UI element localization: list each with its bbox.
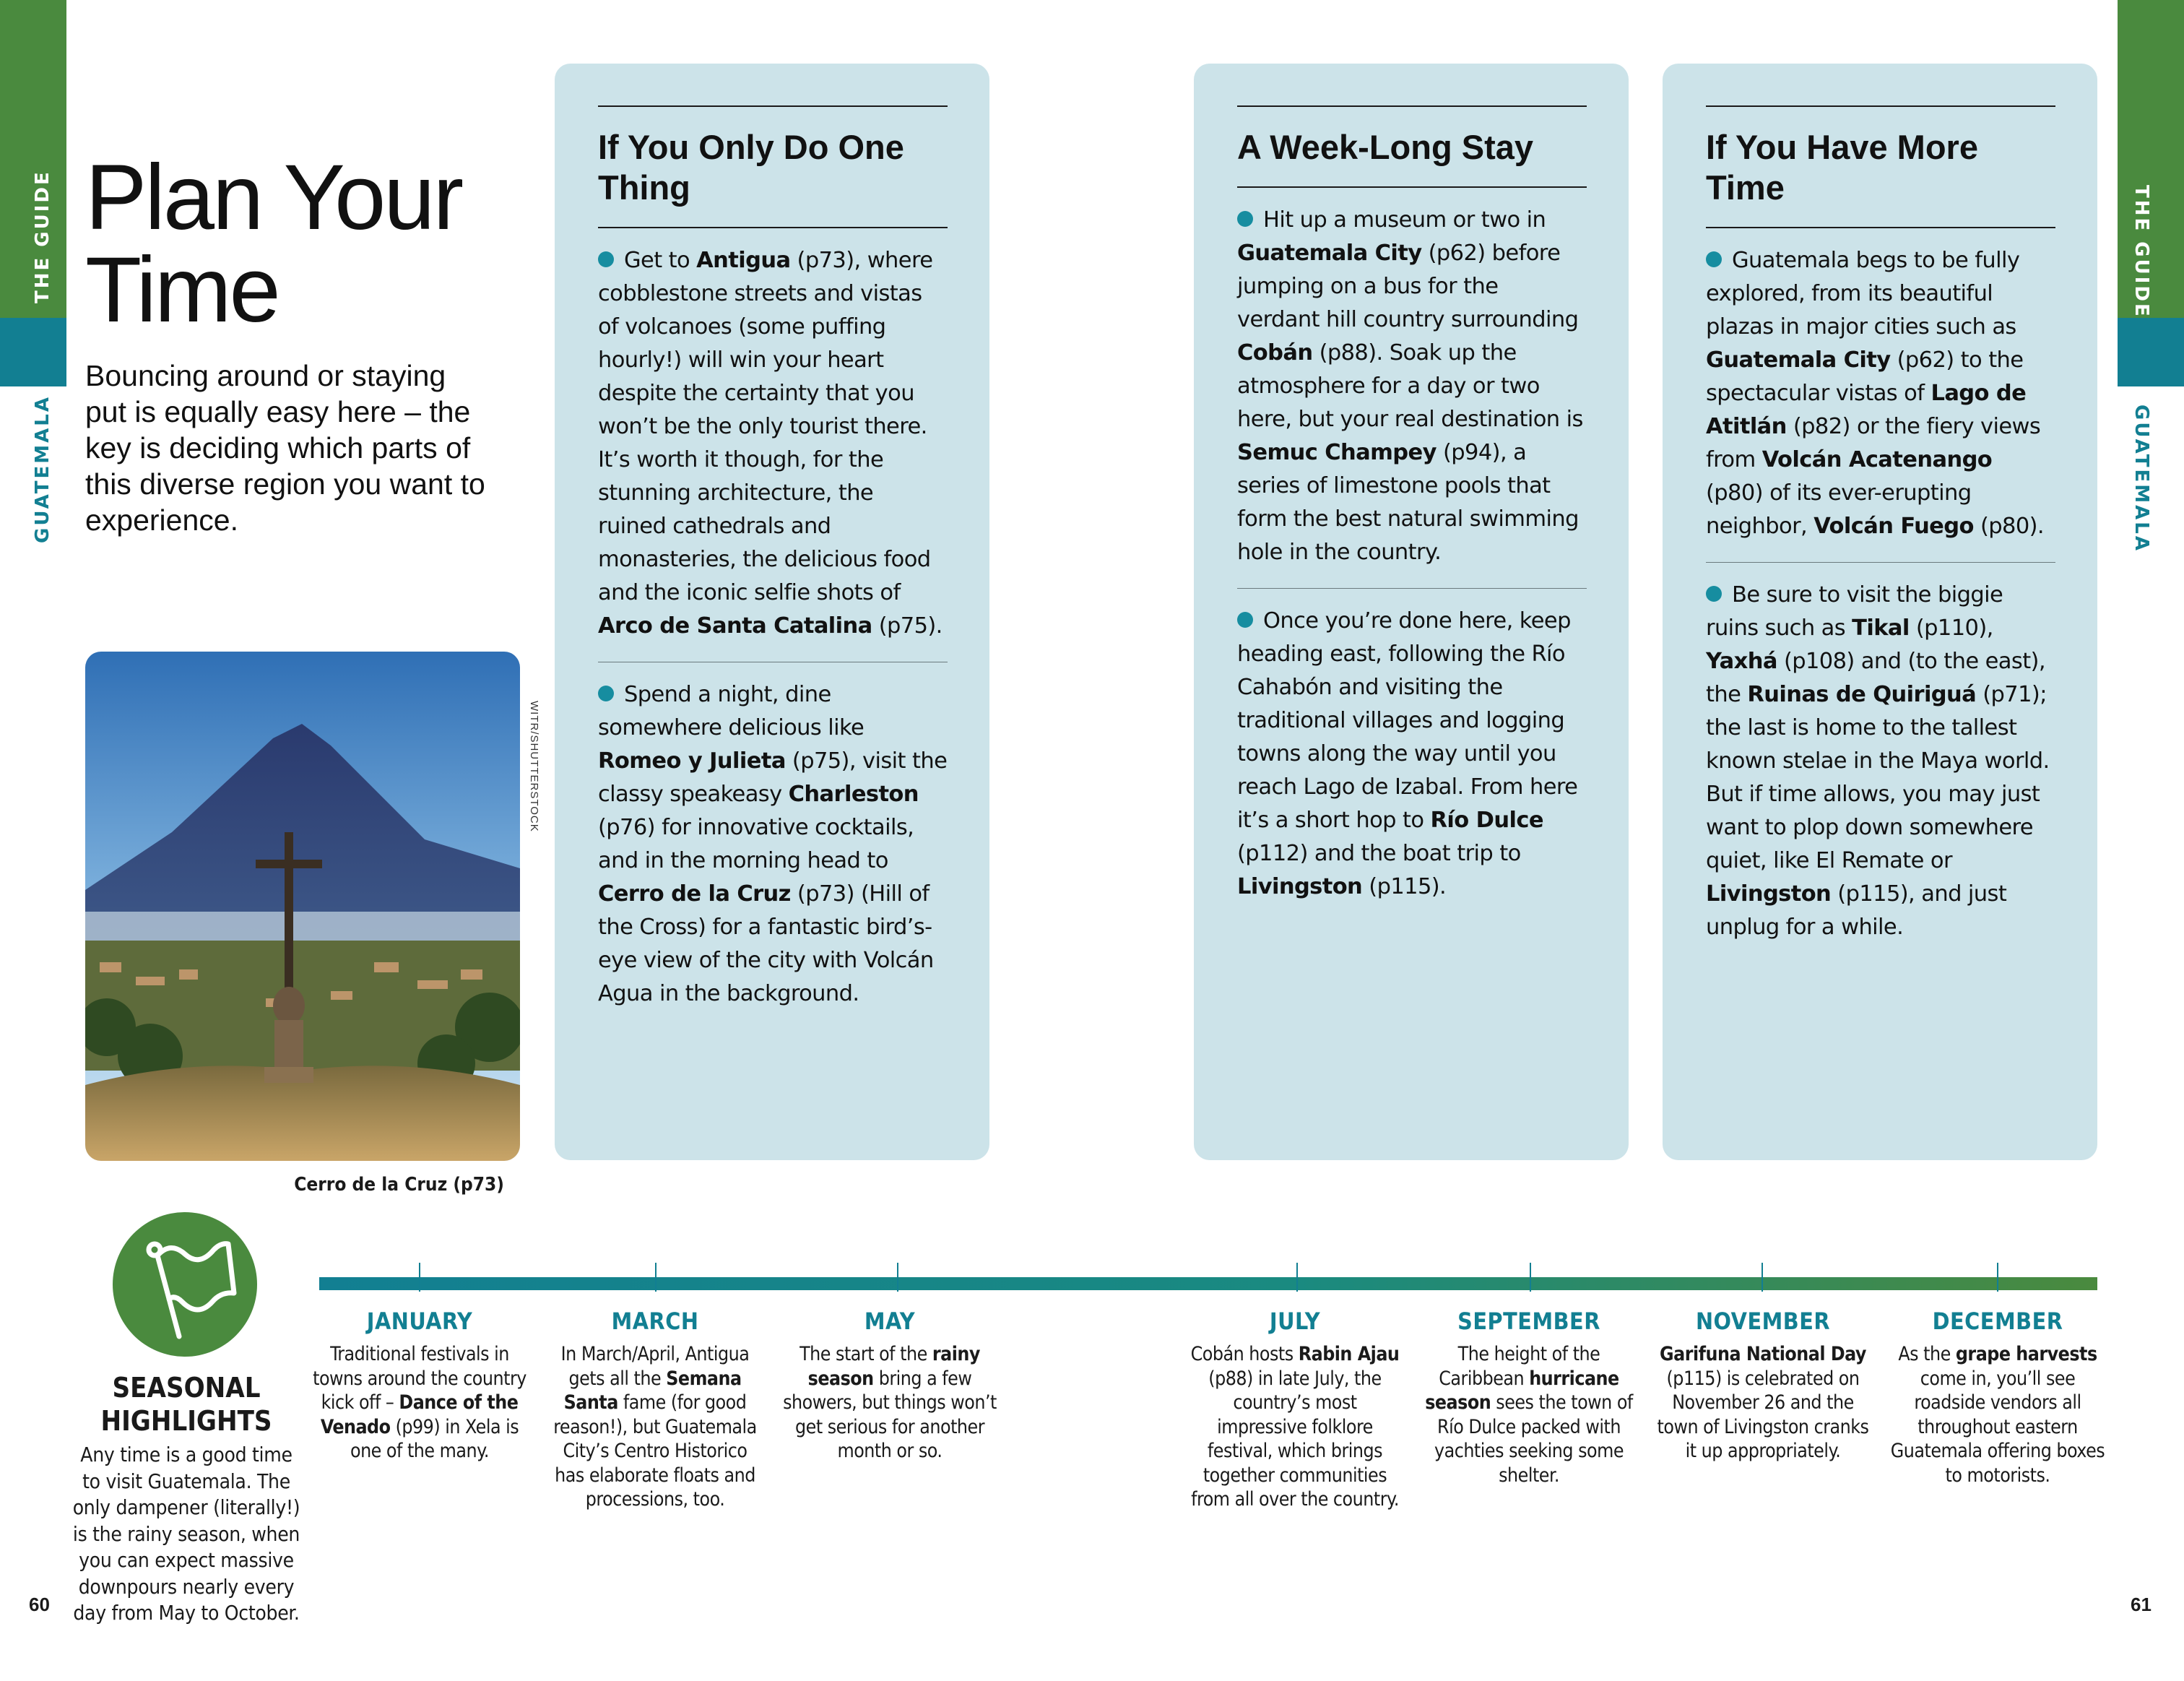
left-country-tab: [0, 318, 66, 386]
panel-one-thing: [555, 64, 989, 1160]
panel-title: If You Have More Time: [1706, 128, 1978, 207]
month-july: JULY: [1269, 1308, 1321, 1335]
timeline-tick: [1997, 1263, 1998, 1292]
month-march: MARCH: [611, 1308, 699, 1335]
panel-week-long-stay: [1194, 64, 1629, 1160]
month-january-desc: Traditional festivals in towns around the country kick off – Dance of the Venado (p99) in Xela is one of the many.: [313, 1343, 526, 1462]
bullet-dot-icon: [598, 251, 614, 267]
month-december: DECEMBER: [1932, 1308, 2063, 1335]
seasonal-title: SEASONAL HIGHLIGHTS: [100, 1372, 272, 1437]
timeline-tick: [1530, 1263, 1531, 1292]
panel-paragraph: Be sure to visit the biggie ruins such as Tikal (p110), Yaxhá (p108) and (to the east), the Ruinas de Quiriguá (p71); the last is home to the tallest known stelae in the Maya world. But if time allows, you may just want to plop down somewhere quiet, like El Remate or Livingston (p115), and just unplug for a while.: [1706, 582, 2050, 940]
bullet-dot-icon: [598, 686, 614, 701]
seasonal-text: Any time is a good time to visit Guatemala. The only dampener (literally!) is the rainy season, when you can expect massive downpours nearly every day from May to October.: [72, 1443, 300, 1625]
month-november: NOVEMBER: [1695, 1308, 1831, 1335]
panel-paragraph: Spend a night, dine somewhere delicious like Romeo y Julieta (p75), visit the classy speakeasy Charleston (p76) for innovative cocktails, and in the morning head to Cerro de la Cruz (p73) (Hill of the Cross) for a fantastic bird’s-eye view of the city with Volcán Agua in the background.: [598, 682, 948, 1006]
month-may-desc: The start of the rainy season bring a few showers, but things won’t get serious for another month or so.: [783, 1343, 997, 1462]
panel-paragraph: Once you’re done here, keep heading east, following the Río Cahabón and visiting the traditional villages and logging towns along the way until you reach Lago de Izabal. From here it’s a short hop to Río Dulce (p112) and the boat trip to Livingston (p115).: [1237, 608, 1578, 899]
month-september-desc: The height of the Caribbean hurricane season sees the town of Río Dulce packed with yachties seeking some shelter.: [1425, 1343, 1633, 1487]
cerro-de-la-cruz-photo: [85, 652, 520, 1161]
bullet-dot-icon: [1237, 211, 1253, 227]
page-number-right: 61: [2131, 1594, 2152, 1615]
timeline-tick: [1296, 1263, 1298, 1292]
timeline-tick: [1762, 1263, 1763, 1292]
timeline-tick: [897, 1263, 898, 1292]
intro-text: Bouncing around or staying put is equally easy here – the key is deciding which parts of this diverse region you want to experience.: [85, 359, 485, 537]
photo-caption: Cerro de la Cruz (p73): [294, 1174, 504, 1196]
page-title: Plan Your Time: [85, 146, 462, 342]
right-country-label: GUATEMALA: [2131, 405, 2152, 553]
bullet-dot-icon: [1706, 251, 1722, 267]
panel-title: If You Only Do One Thing: [598, 128, 904, 207]
timeline-bar: [319, 1277, 2097, 1290]
month-january: JANUARY: [366, 1308, 473, 1335]
right-guide-label: THE GUIDE: [2131, 185, 2152, 319]
photo-credit: WITR/SHUTTERSTOCK: [528, 701, 540, 832]
panel-paragraph: Get to Antigua (p73), where cobblestone streets and vistas of volcanoes (some puffing hourly!) will win your heart despite the certainty that you won’t be the only tourist there. It’s worth it though, for the stunning architecture, the ruined cathedrals and monasteries, the delicious food and the iconic selfie shots of Arco de Santa Catalina (p75).: [598, 248, 942, 639]
flag-icon: [113, 1212, 257, 1357]
month-november-desc: Garifuna National Day (p115) is celebrated on November 26 and the town of Livingston cranks it up appropriately.: [1657, 1343, 1869, 1462]
bullet-dot-icon: [1237, 612, 1253, 628]
month-july-desc: Cobán hosts Rabin Ajau (p88) in late July, the country’s most impressive folklore festival, which brings together communities from all over the country.: [1190, 1343, 1400, 1511]
left-country-label: GUATEMALA: [32, 395, 53, 543]
right-country-tab: [2118, 318, 2184, 386]
panel-more-time: [1663, 64, 2097, 1160]
left-guide-label: THE GUIDE: [32, 170, 53, 303]
month-september: SEPTEMBER: [1457, 1308, 1600, 1335]
timeline-tick: [419, 1263, 420, 1292]
bullet-dot-icon: [1706, 586, 1722, 602]
page-number-left: 60: [29, 1594, 50, 1615]
panel-paragraph: Hit up a museum or two in Guatemala City (p62) before jumping on a bus for the verdant hill country surrounding Cobán (p88). Soak up the atmosphere for a day or two here, but your real destination is Semuc Champey (p94), a series of limestone pools that form the best natural swimming hole in the country.: [1237, 207, 1583, 565]
month-march-desc: In March/April, Antigua gets all the Semana Santa fame (for good reason!), but Guatemala City’s Centro Historico has elaborate floats and processions, too.: [553, 1343, 757, 1511]
month-december-desc: As the grape harvests come in, you’ll see roadside vendors all throughout eastern Guatemala offering boxes to motorists.: [1890, 1343, 2105, 1487]
panel-title: A Week-Long Stay: [1237, 128, 1534, 166]
panel-paragraph: Guatemala begs to be fully explored, from its beautiful plazas in major cities such as Guatemala City (p62) to the spectacular vistas of Lago de Atitlán (p82) or the fiery views from Volcán Acatenango (p80) of its ever-erupting neighbor, Volcán Fuego (p80).: [1706, 248, 2045, 539]
month-may: MAY: [864, 1308, 916, 1335]
timeline-tick: [655, 1263, 656, 1292]
